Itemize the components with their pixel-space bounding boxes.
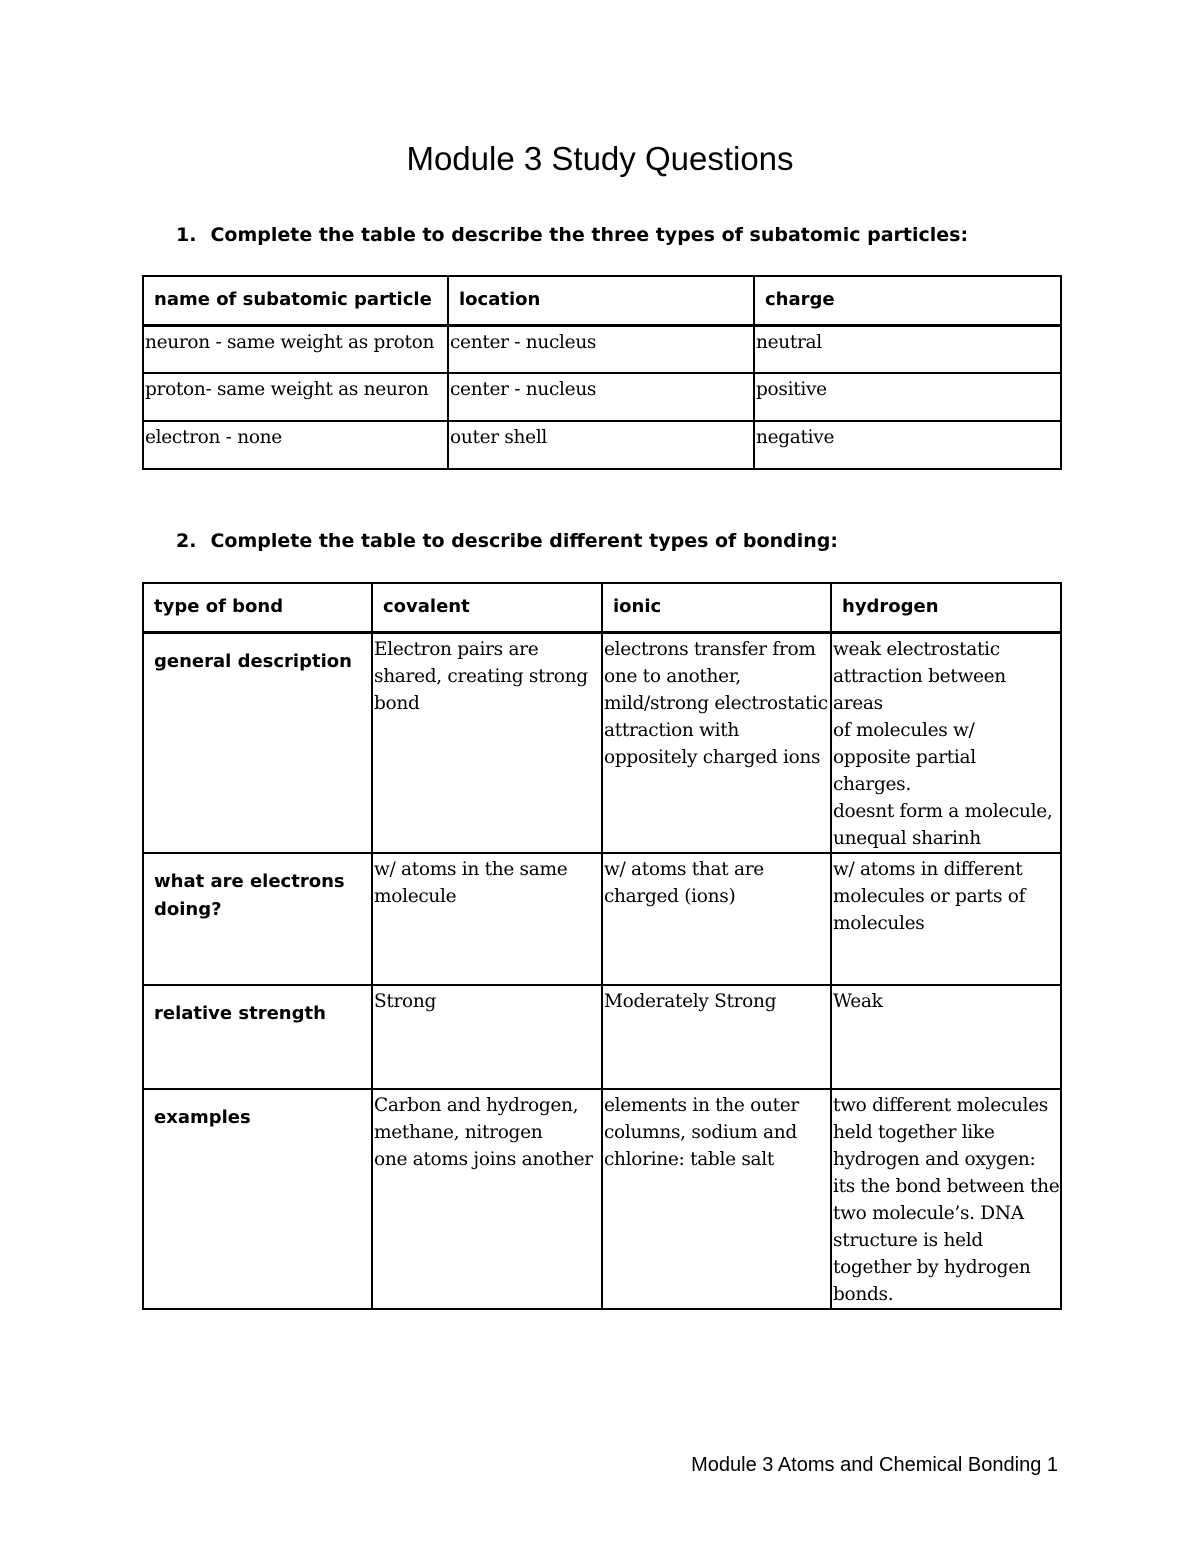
column-header: name of subatomic particle — [143, 276, 448, 325]
table-cell: w/ atoms that are charged (ions) — [602, 853, 831, 985]
table-cell: electron - none — [143, 421, 448, 469]
question-1-number: 1. — [176, 224, 197, 246]
row-header: examples — [143, 1089, 372, 1309]
table-header-row — [143, 276, 1061, 325]
question-1 — [176, 224, 968, 246]
table-header-row — [143, 583, 1061, 632]
table-cell: w/ atoms in different molecules or parts of molecules — [831, 853, 1061, 985]
table-cell: weak electrostatic attraction between areas of molecules w/ opposite partial charges. doesnt form a molecule, unequal sharinh — [831, 632, 1061, 853]
table-cell: center - nucleus — [448, 325, 754, 373]
question-2-text: Complete the table to describe different types of bonding: — [210, 530, 838, 552]
bonding-types-table — [142, 582, 1062, 1310]
table-row — [143, 853, 1061, 985]
table-cell: Electron pairs are shared, creating strong bond — [372, 632, 602, 853]
table-cell: Strong — [372, 985, 602, 1089]
table-cell: neutral — [754, 325, 1061, 373]
table-cell: positive — [754, 373, 1061, 421]
row-header: what are electrons doing? — [143, 853, 372, 985]
row-header: general description — [143, 632, 372, 853]
table-row — [143, 985, 1061, 1089]
table-cell: outer shell — [448, 421, 754, 469]
table-row — [143, 325, 1061, 373]
table-cell: Carbon and hydrogen, methane, nitrogen one atoms joins another — [372, 1089, 602, 1309]
row-header: relative strength — [143, 985, 372, 1089]
table-cell: two different molecules held together like hydrogen and oxygen: its the bond between the two molecule’s. DNA structure is held together by hydrogen bonds. — [831, 1089, 1061, 1309]
table-row — [143, 421, 1061, 469]
table-cell: Moderately Strong — [602, 985, 831, 1089]
question-2-number: 2. — [176, 530, 197, 552]
subatomic-particles-table — [142, 275, 1062, 470]
table-cell: neuron - same weight as proton — [143, 325, 448, 373]
table-row — [143, 1089, 1061, 1309]
page-title: Module 3 Study Questions — [406, 140, 794, 177]
table-cell: Weak — [831, 985, 1061, 1089]
column-header: covalent — [372, 583, 602, 632]
table-cell: center - nucleus — [448, 373, 754, 421]
table-cell: electrons transfer from one to another, mild/strong electrostatic attraction with oppositely charged ions — [602, 632, 831, 853]
table-row — [143, 373, 1061, 421]
column-header: ionic — [602, 583, 831, 632]
table-cell: w/ atoms in the same molecule — [372, 853, 602, 985]
table-row — [143, 632, 1061, 853]
table-cell: negative — [754, 421, 1061, 469]
column-header: charge — [754, 276, 1061, 325]
column-header: type of bond — [143, 583, 372, 632]
question-1-text: Complete the table to describe the three types of subatomic particles: — [210, 224, 969, 246]
question-2 — [176, 530, 838, 552]
table-cell: proton- same weight as neuron — [143, 373, 448, 421]
column-header: location — [448, 276, 754, 325]
page-footer: Module 3 Atoms and Chemical Bonding 1 — [691, 1454, 1058, 1476]
table-cell: elements in the outer columns, sodium and chlorine: table salt — [602, 1089, 831, 1309]
column-header: hydrogen — [831, 583, 1061, 632]
